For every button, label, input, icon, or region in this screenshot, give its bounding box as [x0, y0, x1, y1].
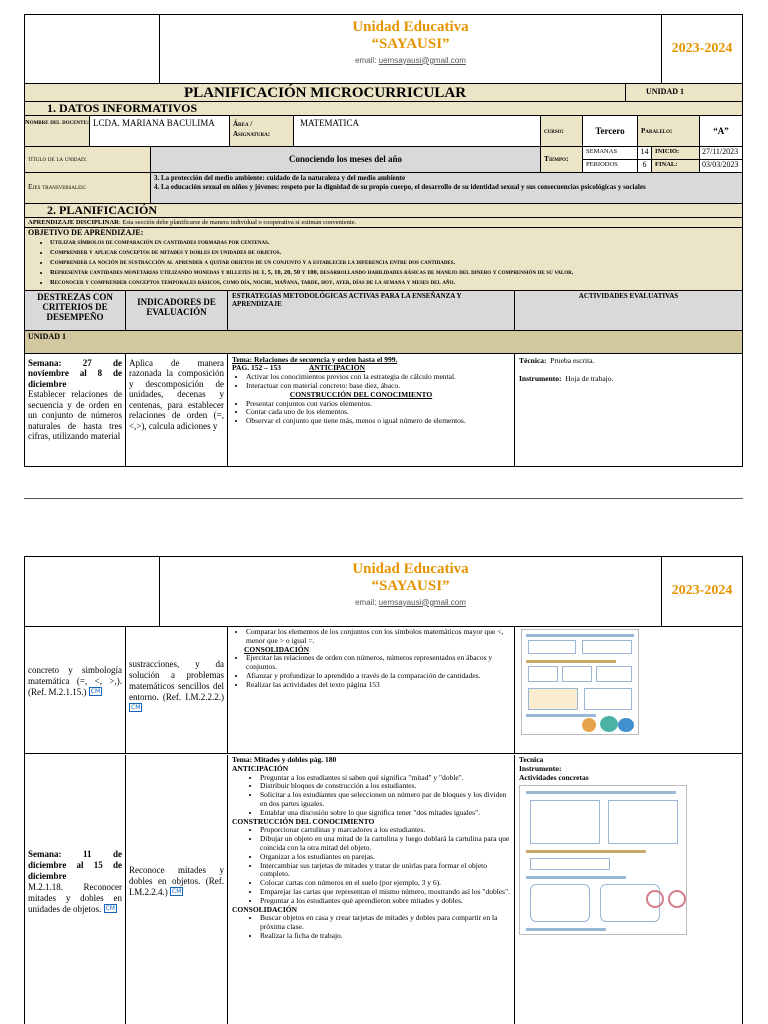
list-item: • Presentar conjuntos con varios elementos.	[246, 400, 510, 409]
worksheet-image-1	[521, 629, 639, 735]
row2-destreza: concreto y simbología matemática (=, <, >,). (Ref. M.2.1.15.)	[28, 665, 122, 697]
email-link-2[interactable]: uemsayausi@gmail.com	[378, 597, 466, 607]
school-year: 2023-2024	[671, 41, 733, 57]
eje-1: 3. La protección del medio ambiente: cuidado de la naturaleza y del medio ambiente	[154, 174, 406, 182]
list-item: • Activar los conocimientos previos con la estrategia de cálculo mental.	[246, 373, 510, 382]
row3-anticipacion: ANTICIPACIÓN	[232, 763, 289, 773]
area-value: MATEMATICA	[293, 116, 540, 146]
periodos-value: 6	[637, 160, 651, 173]
cm-icon: CM	[131, 704, 141, 711]
worksheet-image-2	[519, 785, 687, 935]
section-planificacion: 2. PLANIFICACIÓN	[24, 203, 743, 217]
semanas-value: 14	[637, 147, 651, 160]
col-destrezas: DESTREZAS CON CRITERIOS DE DESEMPEÑO	[37, 291, 113, 322]
col-indicadores: INDICADORES DE EVALUACIÓN	[125, 291, 227, 330]
content-row-1	[24, 353, 743, 467]
row1-instrumento: Hoja de trabajo.	[565, 373, 614, 383]
list-item: • Observar el conjunto que tiene más, menos o igual número de elementos.	[246, 417, 510, 426]
list-item: • Preguntar a los estudiantes qué aprendieron sobre mitades y dobles.	[260, 897, 510, 906]
aprendizaje-disciplinar: APRENDIZAJE DISCIPLINAR: Esta sección debe planificarse de manera individual o cooperativa si estiman conveniente.	[25, 219, 742, 228]
row1-indicador: Aplica de manera razonada la composición y descomposición de unidades, decenas y centenas, para establecer relaciones de orden (=,<,>), calcula adiciones y	[125, 354, 227, 466]
list-item: • Solicitar a los estudiantes que seleccionen un número par de bloques y los dividen en dos partes iguales.	[260, 791, 510, 809]
row1-anticipacion: ANTICIPACIÓN	[308, 363, 366, 373]
curso-label: curso:	[540, 116, 582, 146]
row1-construccion-list	[232, 400, 510, 426]
row1-tecnica: Prueba escrita.	[550, 355, 595, 365]
school-year-2: 2023-2024	[671, 583, 733, 599]
semanas-label: SEMANAS	[582, 147, 637, 160]
list-item: • Entablar una discusión sobre lo que significa tener "dos mitades iguales".	[260, 809, 510, 818]
objetivo-item: • Reconocer y comprender conceptos temporales básicos, como día, noche, mañana, tarde, hoy, ayer, días de la semana y meses del año.	[50, 278, 739, 288]
list-item: • Realizar la ficha de trabajo.	[260, 932, 510, 941]
objetivo-label: OBJETIVO DE APRENDIZAJE:	[28, 228, 144, 238]
list-item: • Intercambiar sus tarjetas de mitades y tratar de unirlas para formar el objeto completo.	[260, 862, 510, 880]
list-item: • Dibujar un objeto en una mitad de la cartulina y luego doblará la cartulina para que coincida con la otra mitad del objeto.	[260, 835, 510, 853]
unit-label: UNIDAD 1	[625, 84, 742, 101]
school-name-2: “SAYAUSI”	[371, 578, 450, 595]
list-item: • Interactuar con material concreto: base diez, ábaco.	[246, 382, 510, 391]
row1-destreza-cell	[25, 354, 125, 466]
objetivo-item: • Utilizar símbolos de comparación en cantidades formadas por centenas.	[50, 238, 739, 248]
row3-actividades	[514, 755, 742, 1024]
docente-value: LCDA. MARIANA BACULIMA	[89, 116, 229, 146]
row3-destreza: M.2.1.18. Reconocer mitades y dobles en unidades de objetos.	[28, 882, 122, 914]
tiempo-label: Tiempo:	[540, 147, 582, 172]
list-item: • Buscar objetos en casa y crear tarjetas de mitades y dobles para compartir en la próxima clase.	[260, 914, 510, 932]
row2-consolidacion: CONSOLIDACIÓN	[244, 644, 310, 654]
row1-anticipacion-list	[232, 373, 510, 391]
school-email: email: uemsayausi@gmail.com	[355, 55, 466, 65]
inicio-label: INICIO:	[651, 147, 699, 160]
row3-consolidacion-list	[232, 914, 510, 940]
header-school-cell	[160, 15, 662, 84]
row3-construccion: CONSTRUCCIÓN DEL CONOCIMIENTO	[232, 816, 375, 826]
ejes-label: Ejes transversales:	[28, 182, 86, 191]
list-item: • Realizar las actividades del texto página 153	[246, 681, 510, 690]
final-label: FINAL:	[651, 160, 699, 173]
objetivos-block	[24, 217, 743, 290]
cm-icon: CM	[172, 888, 182, 895]
paralelo-value: “A”	[699, 116, 742, 146]
row2-indicador: sustracciones, y da solución a problemas matemáticos sencillos del entorno. (Ref. I.M.2.2.2.)	[129, 659, 224, 702]
docente-label: Nombre del docente:	[25, 119, 90, 126]
objetivo-item: • Comprender y aplicar conceptos de mitades y dobles en unidades de objetos.	[50, 248, 739, 258]
row1-tema: Tema: Relaciones de secuencia y orden hasta el 999.	[232, 354, 398, 364]
page-title: PLANIFICACIÓN MICROCURRICULAR	[183, 85, 467, 101]
ejes-value	[150, 173, 742, 203]
header-logo-cell	[25, 15, 160, 84]
page-header	[24, 14, 743, 85]
school-label: Unidad Educativa	[352, 19, 469, 35]
row3-indicador: Reconoce mitades y dobles en objetos. (Ref. I.M.2.2.4.)	[129, 865, 224, 897]
header2-logo-cell	[25, 557, 160, 626]
list-item: • Organizar a los estudiantes en parejas.	[260, 853, 510, 862]
row2-actividades	[514, 627, 742, 753]
row3-indicador-cell	[125, 755, 227, 1024]
final-value: 03/03/2023	[699, 160, 742, 173]
inicio-value: 27/11/2023	[699, 147, 742, 160]
objetivo-item: • Representar cantidades monetarias utilizando monedas y billetes de 1, 5, 10, 20, 50 y 100, desarrollando habilidades básicas de manejo del dinero y comprensión de su valor.	[50, 268, 739, 278]
list-item: • Emparejar las cartas que representan el mismo número, mostrando así los "dobles".	[260, 888, 510, 897]
cm-icon: CM	[105, 905, 115, 912]
docente-row	[24, 115, 743, 146]
row3-actividades-concretas: Actividades concretas	[519, 772, 589, 782]
row3-estrategias	[227, 755, 514, 1024]
page2-table	[24, 626, 743, 1024]
row1-semana: Semana: 27 de noviembre al 8 de diciembre	[28, 357, 122, 389]
content-row-3	[25, 755, 742, 1024]
paralelo-label: Paralelo:	[637, 116, 699, 146]
row2-list-top	[232, 628, 510, 646]
header2-school-cell	[160, 557, 662, 626]
area-label: Área / Asignatura:	[229, 116, 293, 146]
eje-2: 4. La educación sexual en niños y jóvenes: respeto por la dignidad de su propio cuerpo, el desarrollo de su identidad sexual y sus consecuencias psicológicas y sociales	[154, 182, 646, 191]
cm-icon: CM	[90, 688, 101, 695]
row2-destreza-cell	[25, 627, 125, 753]
school-name: “SAYAUSI”	[371, 36, 450, 53]
title-row	[24, 83, 743, 101]
row3-tecnica: Tecnica	[519, 755, 544, 764]
row2-estrategias	[227, 627, 514, 753]
page-separator	[24, 498, 743, 499]
titulo-row	[24, 146, 743, 172]
titulo-value: Conociendo los meses del año	[150, 147, 540, 172]
row2-indicador-cell	[125, 627, 227, 753]
list-item: • Proporcionar cartulinas y marcadores a los estudiantes.	[260, 826, 510, 835]
column-header-row	[24, 290, 743, 330]
titulo-label: título de la unidad:	[28, 154, 87, 163]
row3-semana: Semana: 11 de diciembre al 15 de diciembre	[28, 849, 122, 881]
periodos-label: PERIODOS	[582, 160, 637, 173]
row3-construccion-list	[232, 826, 510, 905]
row1-pag: PAG. 152 – 153	[232, 363, 282, 373]
list-item: • Comparar los elementos de los conjuntos con los símbolos matemáticos mayor que <, menor que > o igual =.	[246, 628, 510, 646]
row2-consolidacion-list	[232, 654, 510, 689]
ejes-row	[24, 172, 743, 203]
content-row-2	[25, 627, 742, 754]
list-item: • Contar cada uno de los elementos.	[246, 408, 510, 417]
col-actividades: ACTIVIDADES EVALUATIVAS	[514, 291, 742, 330]
list-item: • Preguntar a los estudiantes si saben qué significa "mitad" y "doble".	[260, 774, 510, 783]
curso-value: Tercero	[582, 116, 637, 146]
list-item: • Colocar cartas con números en el suelo (por ejemplo, 3 y 6).	[260, 879, 510, 888]
list-item: • Afianzar y profundizar lo aprendido a través de la comparación de cantidades.	[246, 672, 510, 681]
list-item: • Distribuir bloques de construcción a los estudiantes.	[260, 782, 510, 791]
row3-anticipacion-list	[232, 774, 510, 818]
row3-instrumento: Instrumento:	[519, 763, 562, 773]
unidad-row: UNIDAD 1	[24, 330, 743, 353]
email-link[interactable]: uemsayausi@gmail.com	[378, 55, 466, 65]
col-estrategias: ESTRATEGIAS METODOLÓGICAS ACTIVAS PARA LA ENSEÑANZA Y APRENDIZAJE	[227, 291, 514, 330]
row3-tema: Tema: Mitades y dobles pág. 180	[232, 755, 337, 764]
list-item: • Ejercitar las relaciones de orden con números, números representados en ábacos y conjuntos.	[246, 654, 510, 672]
school-label-2: Unidad Educativa	[352, 561, 469, 577]
planificacion-table	[24, 83, 743, 467]
row3-consolidacion: CONSOLIDACIÓN	[232, 904, 298, 914]
school-email-2: email: uemsayausi@gmail.com	[355, 597, 466, 607]
objetivo-item: • Comprender la noción de sustracción al aprender a quitar objetos de un conjunto y a establecer la diferencia entre dos cantidades.	[50, 258, 739, 268]
row1-construccion: CONSTRUCCIÓN DEL CONOCIMIENTO	[289, 389, 433, 399]
page2-header	[24, 556, 743, 627]
section-datos-informativos: 1. DATOS INFORMATIVOS	[24, 101, 743, 115]
row3-destreza-cell	[25, 755, 125, 1024]
row1-actividades: Técnica: Prueba escrita. Instrumento: Hoja de trabajo.	[514, 354, 742, 466]
row1-destreza: Establecer relaciones de secuencia y de orden en un conjunto de números naturales de hasta tres cifras, utilizando material	[28, 389, 122, 442]
row1-estrategias	[227, 354, 514, 466]
objetivos-list	[28, 238, 739, 288]
